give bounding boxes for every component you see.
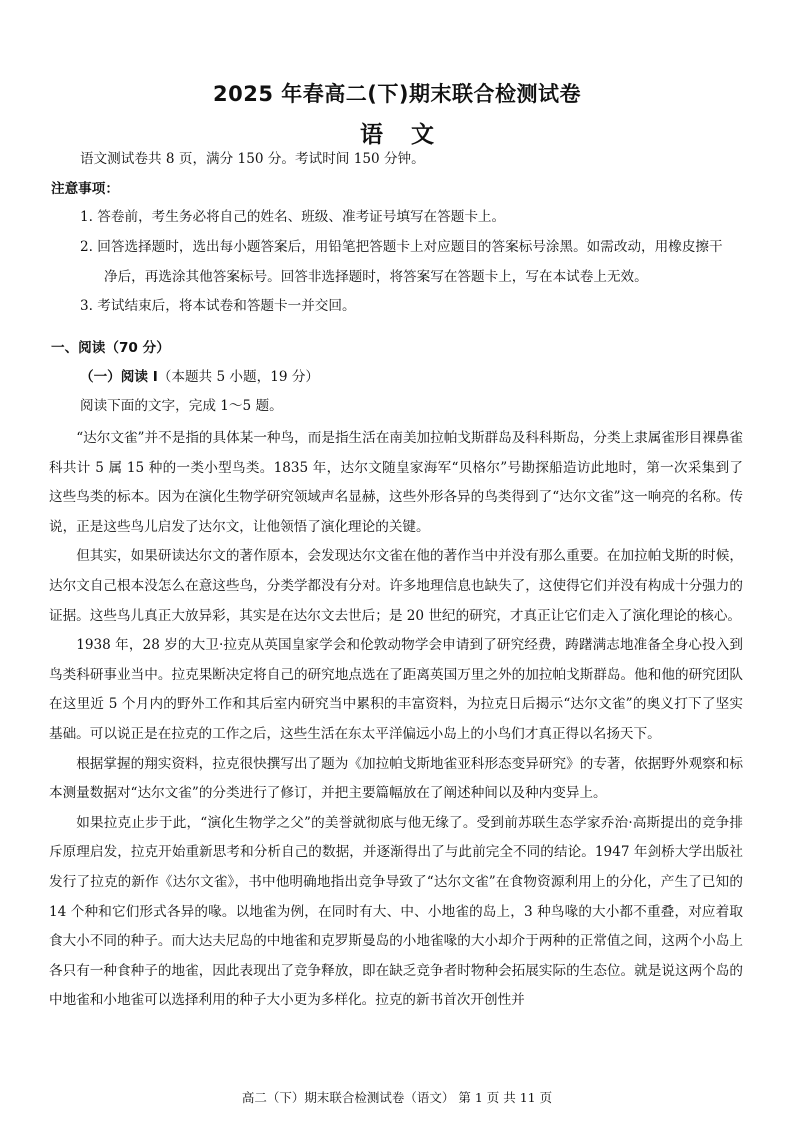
subsection-title: （一）阅读 I	[80, 369, 158, 385]
notice-item-1: 1. 答卷前，考生务必将自己的姓名、班级、准考证号填写在答题卡上。	[80, 209, 506, 225]
passage-paragraph: 1938 年，28 岁的大卫·拉克从英国皇家学会和伦敦动物学会申请到了研究经费，踌躇满志地准备全身心投入到鸟类科研事业当中。拉克果断决定将自己的研究地点选在了距离英国万里之外的加拉帕戈斯群岛。他和他的研究团队在这里近 5 个月内的野外工作和其后室内研究当中累积的丰富资料，为拉克日后揭示“达尔文雀”的奥义打下了坚实基础。可以说正是在拉克的工作之后，这些生活在东太平洋偏远小岛上的小鸟们才真正得以名扬天下。	[49, 637, 743, 742]
notice-item-2-continued: 净后，再选涂其他答案标号。回答非选择题时，将答案写在答题卡上，写在本试卷上无效。	[104, 269, 648, 285]
passage-paragraph: “达尔文雀”并不是指的具体某一种鸟，而是指生活在南美加拉帕戈斯群岛及科科斯岛，分类上隶属雀形目裸鼻雀科共计 5 属 15 种的一类小型鸟类。1835 年，达尔文随皇家海军“贝格尔”号勘探船造访此地时，第一次采集到了这些鸟类的标本。因为在演化生物学研究领域声名显赫，这些外形各异的鸟类得到了“达尔文雀”这一响亮的名称。传说，正是这些鸟儿启发了达尔文，让他领悟了演化理论的关键。	[49, 430, 743, 535]
passage-paragraph: 根据掌握的翔实资料，拉克很快撰写出了题为《加拉帕戈斯地雀亚科形态变异研究》的专著，依据野外观察和标本测量数据对“达尔文雀”的分类进行了修订，并把主要篇幅放在了阐述种间以及种内变异上。	[49, 755, 743, 802]
page-footer: 高二（下）期末联合检测试卷（语文） 第 1 页 共 11 页	[241, 1090, 553, 1105]
exam-title: 2025 年春高二(下)期末联合检测试卷	[213, 82, 581, 106]
reading-instruction: 阅读下面的文字，完成 1～5 题。	[80, 398, 283, 414]
notice-item-3: 3. 考试结束后，将本试卷和答题卡一并交回。	[80, 298, 356, 314]
subsection-detail: （本题共 5 小题，19 分）	[157, 369, 320, 385]
reading-passage	[49, 424, 743, 1016]
subsection-heading	[80, 368, 319, 386]
passage-paragraph: 如果拉克止步于此，“演化生物学之父”的美誉就彻底与他无缘了。受到前苏联生态学家乔治·高斯提出的竞争排斥原理启发，拉克开始重新思考和分析自己的数据，并逐渐得出了与此前完全不同的结论。1947 年剑桥大学出版社发行了拉克的新作《达尔文雀》，书中他明确地指出竞争导致了“达尔文雀”在食物资源利用上的分化，产生了已知的 14 个种和它们形式各异的喙。以地雀为例，在同时有大、中、小地雀的岛上，3 种鸟喙的大小都不重叠，对应着取食大小不同的种子。而大达夫尼岛的中地雀和克罗斯曼岛的小地雀喙的大小却介于两种的正常值之间，这两个小岛上各只有一种食种子的地雀，因此表现出了竞争释放，即在缺乏竞争者时物种会拓展实际的生态位。就是说这两个岛的中地雀和小地雀可以选择利用的种子大小更为多样化。拉克的新书首次开创性并	[49, 814, 743, 1009]
exam-intro: 语文测试卷共 8 页，满分 150 分。考试时间 150 分钟。	[80, 151, 425, 167]
passage-paragraph: 但其实，如果研读达尔文的著作原本，会发现达尔文雀在他的著作当中并没有那么重要。在加拉帕戈斯的时候，达尔文自己根本没怎么在意这些鸟，分类学都没有分对。许多地理信息也缺失了，这使得它们并没有构成十分强力的证据。这些鸟儿真正大放异彩，其实是在达尔文去世后；是 20 世纪的研究，才真正让它们走入了演化理论的核心。	[49, 548, 743, 624]
section-heading: 一、阅读（70 分）	[51, 340, 170, 356]
notice-item-2: 2. 回答选择题时，选出每小题答案后，用铅笔把答题卡上对应题目的答案标号涂黑。如需改动，用橡皮擦干	[80, 239, 723, 255]
subject-title: 语 文	[359, 122, 434, 148]
notice-heading: 注意事项：	[51, 181, 119, 197]
